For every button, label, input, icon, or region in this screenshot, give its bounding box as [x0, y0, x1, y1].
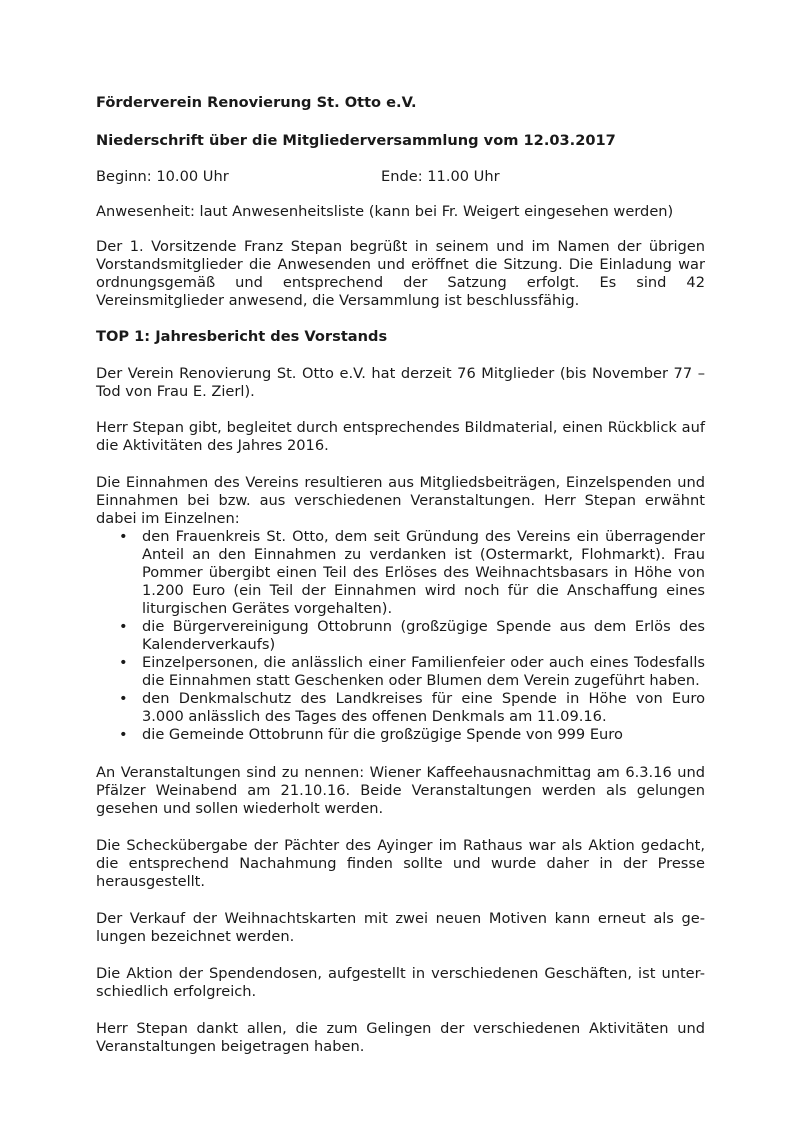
list-item-text: den Denkmalschutz des Landkreises für eine Spende in Höhe von Euro 3.000 anlässlich des Tages des offenen Denkmals am 11.09.16. [142, 690, 705, 725]
intro-paragraph: Der 1. Vorsitzende Franz Stepan begrüßt in seinem und im Namen der übrigen Vorstandsmitglieder die Anwesenden und eröffnet die Sitzung. Die Einladung war ordnungsgemäß und entsprechend der Satzung erfolgt. Es sind 42 Vereinsmitglieder anwesend, die Versammlung ist beschlussfähig. [96, 238, 705, 309]
cheque-paragraph: Die Scheckübergabe der Pächter des Ayinger im Rathaus war als Aktion gedacht, die entsprechend Nachahmung finden sollte und wurde daher in der Presse herausgestellt. [96, 837, 705, 890]
list-item [96, 690, 705, 726]
cards-paragraph: Der Verkauf der Weihnachtskarten mit zwei neuen Motiven kann erneut als ge-lungen bezeichnet werden. [96, 910, 705, 945]
income-paragraph: Die Einnahmen des Vereins resultieren aus Mitgliedsbeiträgen, Einzelspenden und Einnahmen bei bzw. aus verschiedenen Veranstaltungen. Herr Stepan erwähnt dabei im Einzelnen: [96, 474, 705, 527]
list-item-text: die Bürgervereinigung Ottobrunn (großzügige Spende aus dem Erlös des Kalenderverkaufs) [142, 618, 705, 653]
list-item [96, 528, 705, 618]
organization-title: Förderverein Renovierung St. Otto e.V. [96, 94, 417, 111]
end-time: Ende: 11.00 Uhr [381, 168, 500, 185]
events-paragraph: An Veranstaltungen sind zu nennen: Wiener Kaffeehausnachmittag am 6.3.16 und Pfälzer Weinabend am 21.10.16. Beide Veranstaltungen werden als gelungen gesehen und sollen wiederholt werden. [96, 764, 705, 817]
top1-heading: TOP 1: Jahresbericht des Vorstands [96, 328, 388, 345]
review-paragraph: Herr Stepan gibt, begleitet durch entsprechendes Bildmaterial, einen Rückblick auf die Aktivitäten des Jahres 2016. [96, 419, 705, 454]
list-item-text: den Frauenkreis St. Otto, dem seit Gründung des Vereins ein überragender Anteil an den Einnahmen zu verdanken ist (Ostermarkt, Flohmarkt). Frau Pommer übergibt einen Teil des Erlöses des Weihnachtsbasars in Höhe von 1.200 Euro (ein Teil der Einnahmen wird noch für die Anschaffung eines liturgischen Gerätes vorgehalten). [142, 528, 705, 617]
thanks-paragraph: Herr Stepan dankt allen, die zum Gelingen der verschiedenen Aktivitäten und Veranstaltungen beigetragen haben. [96, 1020, 705, 1055]
bullet-icon: • [119, 528, 128, 545]
attendance-line: Anwesenheit: laut Anwesenheitsliste (kann bei Fr. Weigert eingesehen werden) [96, 203, 674, 220]
list-item [96, 618, 705, 654]
income-sources-list [96, 528, 705, 744]
list-item [96, 726, 705, 744]
bullet-icon: • [119, 654, 128, 671]
bullet-icon: • [119, 690, 128, 707]
list-item-text: Einzelpersonen, die anlässlich einer Familienfeier oder auch eines Todesfalls die Einnahmen statt Geschenken oder Blumen dem Verein zugeführt haben. [142, 654, 705, 689]
bullet-icon: • [119, 618, 128, 635]
list-item-text: die Gemeinde Ottobrunn für die großzügige Spende von 999 Euro [142, 726, 623, 743]
donation-boxes-paragraph: Die Aktion der Spendendosen, aufgestellt in verschiedenen Geschäften, ist unter-schiedlich erfolgreich. [96, 965, 705, 1000]
document-body [96, 94, 705, 1056]
list-item [96, 654, 705, 690]
bullet-icon: • [119, 726, 128, 743]
members-paragraph: Der Verein Renovierung St. Otto e.V. hat derzeit 76 Mitglieder (bis November 77 – Tod von Frau E. Zierl). [96, 365, 705, 400]
minutes-title: Niederschrift über die Mitgliederversammlung vom 12.03.2017 [96, 132, 616, 149]
begin-time: Beginn: 10.00 Uhr [96, 168, 229, 185]
time-row [96, 168, 705, 186]
